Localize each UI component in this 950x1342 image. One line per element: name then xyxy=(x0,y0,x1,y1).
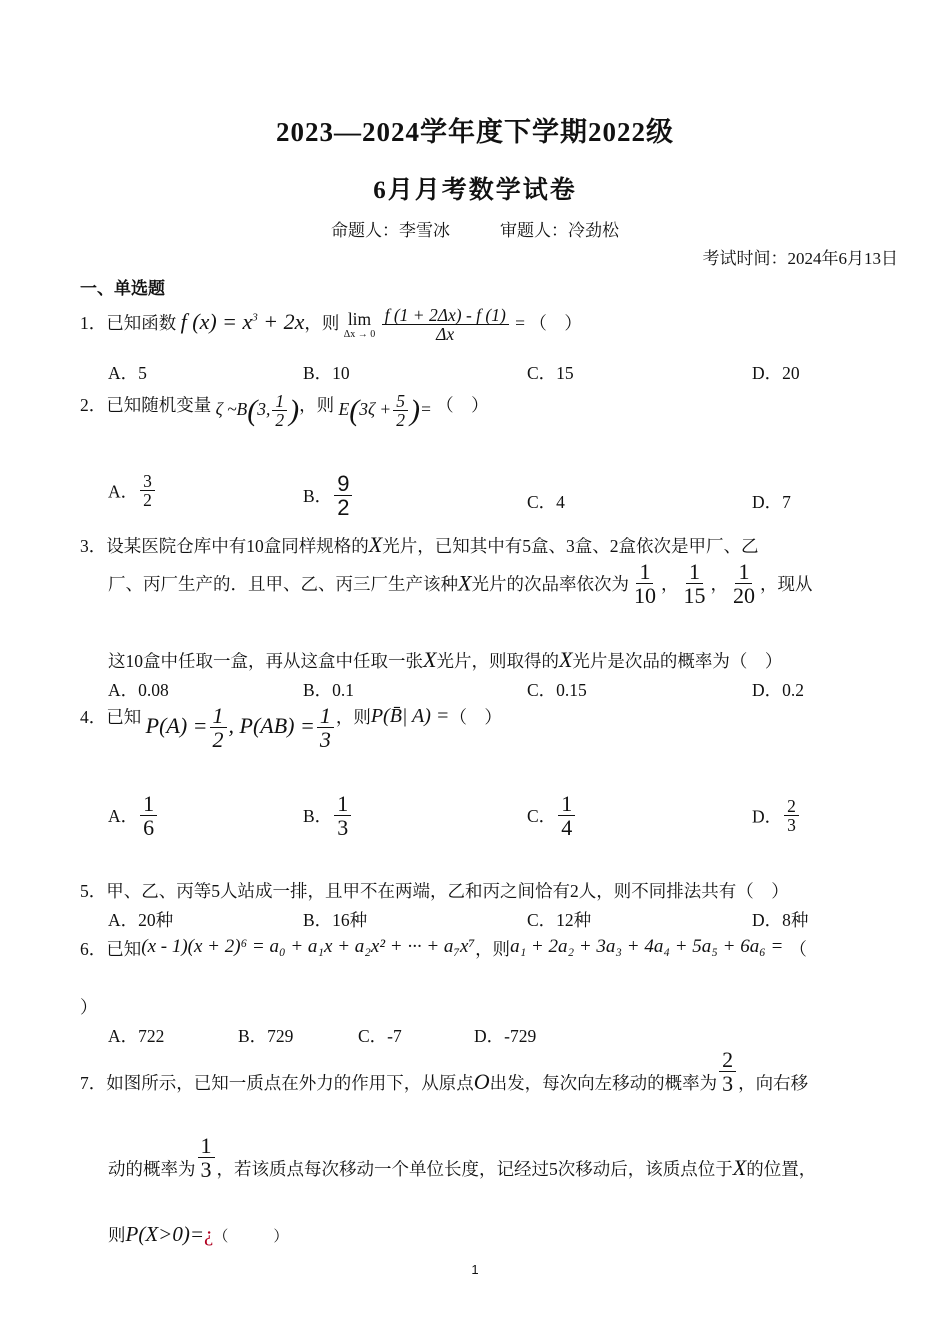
question-6-paren-close: ） xyxy=(80,997,98,1017)
answer-blank: （ ） xyxy=(213,1229,289,1245)
question-number: 5． xyxy=(80,881,107,901)
option-a: A．20种 xyxy=(108,910,174,930)
option-d: D．20 xyxy=(752,363,800,383)
option-b: B．0.1 xyxy=(303,680,355,700)
option-c: C．12种 xyxy=(527,910,592,930)
option-b: B．10 xyxy=(303,363,350,383)
question-1 xyxy=(80,306,582,344)
reviewer-label: 审题人：冷劲松 xyxy=(500,221,619,240)
probability-expr: P(X>0)= xyxy=(125,1222,204,1246)
limit-fraction: $\frac{f (1 + 2\Delta x) - f (1)}{\Delta x}$ xyxy=(382,306,509,344)
option-c: C． $\frac{1}{4}$ xyxy=(527,792,577,839)
option-b: B．729 xyxy=(238,1026,294,1046)
distribution: ζ ~B(3, $\frac{1}{2}$ ) xyxy=(215,391,300,431)
question-7-line-3: 则P(X>0)=¿（ ） xyxy=(108,1222,289,1246)
option-a: A．0.08 xyxy=(108,680,169,700)
question-text: ，则 xyxy=(299,395,335,415)
exam-time: 考试时间：2024年6月13日 xyxy=(702,249,898,268)
sum-expr: a₁ + 2a₂ + 3a₃ + 4a₄ + 5a₅ + 6a₆ = xyxy=(510,936,784,957)
option-b: B．16种 xyxy=(303,910,368,930)
question-text: ，则 xyxy=(304,312,340,333)
option-a: A． $\frac{1}{6}$ xyxy=(108,792,159,839)
question-3-line-1: 3．设某医院仓库中有10盒同样规格的X光片，已知其中有5盒、3盒、2盒依次是甲厂、乙 xyxy=(80,532,759,557)
question-number: 4． xyxy=(80,707,107,727)
question-7-line-1: 7．如图所示，已知一质点在外力的作用下，从原点O出发，每次向左移动的概率为 $\frac{2}{3}$ ，向右移 xyxy=(80,1047,809,1097)
expectation: E(3ζ + $\frac{5}{2}$ )= xyxy=(338,391,432,431)
option-d: D．-729 xyxy=(474,1026,537,1046)
polynomial-expr: (x - 1)(x + 2)⁶ = a₀ + a₁x + a₂x² + ··· + a₇x⁷ xyxy=(141,936,476,957)
section-title: 一、单选题 xyxy=(80,279,165,298)
option-d: D．0.2 xyxy=(752,680,805,700)
option-d: D．8种 xyxy=(752,910,809,930)
question-number: 1． xyxy=(80,312,107,333)
exam-title-line1: 2023—2024学年度下学期2022级 xyxy=(276,117,674,147)
conditional-probability: P(B̄| A) = xyxy=(370,705,450,727)
math-function: f $(x) = x^3 + 2x$ xyxy=(180,308,305,334)
question-4: 4．已知 P(A) = $\frac{1}{2}$ , P(AB) = $\frac{1}{3}$ ，则P(B̄| A) =（ ） xyxy=(80,703,502,753)
question-6: 6．已知(x - 1)(x + 2)⁶ = a₀ + a₁x + a₂x² + ··· + a₇x⁷，则a₁ + 2a₂ + 3a₃ + 4a₄ + 5a₅ + 6a₆ = （ xyxy=(80,936,807,959)
option-a: A． $\frac{3}{2}$ xyxy=(108,472,157,510)
exam-title-line2: 6月月考数学试卷 xyxy=(373,177,577,204)
option-d: D． $\frac{2}{3}$ xyxy=(752,797,801,835)
page-number: 1 xyxy=(471,1262,479,1277)
question-number: 7． xyxy=(80,1073,107,1094)
question-3-line-3: 这10盒中任取一盒，再从这盒中任取一张X光片，则取得的X光片是次品的概率为（ ） xyxy=(108,647,783,672)
garbled-char: ¿ xyxy=(203,1222,214,1246)
question-number: 6． xyxy=(80,939,107,959)
answer-blank: （ ） xyxy=(436,395,489,415)
option-d: D．7 xyxy=(752,492,791,512)
option-c: C．4 xyxy=(527,492,565,512)
question-text: 已知函数 xyxy=(106,312,177,333)
question-number: 3． xyxy=(80,536,107,556)
question-7-line-2: 动的概率为 $\frac{1}{3}$ ，若该质点每次移动一个单位长度，记经过5次移动后，该质点位于X的位置， xyxy=(108,1133,817,1183)
option-b: B． $\frac{9}{2}$ xyxy=(303,472,354,519)
option-c: C．-7 xyxy=(358,1026,402,1046)
question-3-line-2: 厂、丙厂生产的．且甲、乙、丙三厂生产该种X光片的次品率依次为 $\frac{1}{10}$ ， $\frac{1}{15}$ ， $\frac{1}{20}$ ，现从 xyxy=(108,559,813,609)
question-5: 5．甲、乙、丙等5人站成一排，且甲不在两端，乙和丙之间恰有2人，则不同排法共有（ ） xyxy=(80,881,789,901)
probability-expr: P(A) = $\frac{1}{2}$ , P(AB) = $\frac{1}{3}$ xyxy=(146,713,336,738)
option-a: A．722 xyxy=(108,1026,165,1046)
author-line xyxy=(0,216,950,241)
option-c: C．15 xyxy=(527,363,574,383)
option-a: A．5 xyxy=(108,363,147,383)
question-2 xyxy=(80,392,489,430)
question-number: 2． xyxy=(80,395,107,415)
option-c: C．0.15 xyxy=(527,680,587,700)
limit-operator: lim Δx → 0 xyxy=(343,308,376,340)
answer-blank: = （ ） xyxy=(515,312,582,333)
answer-blank: （ ） xyxy=(449,707,502,727)
author-label: 命题人：李雪冰 xyxy=(331,221,450,240)
option-b: B． $\frac{1}{3}$ xyxy=(303,792,353,839)
question-text: 已知随机变量 xyxy=(106,395,212,415)
